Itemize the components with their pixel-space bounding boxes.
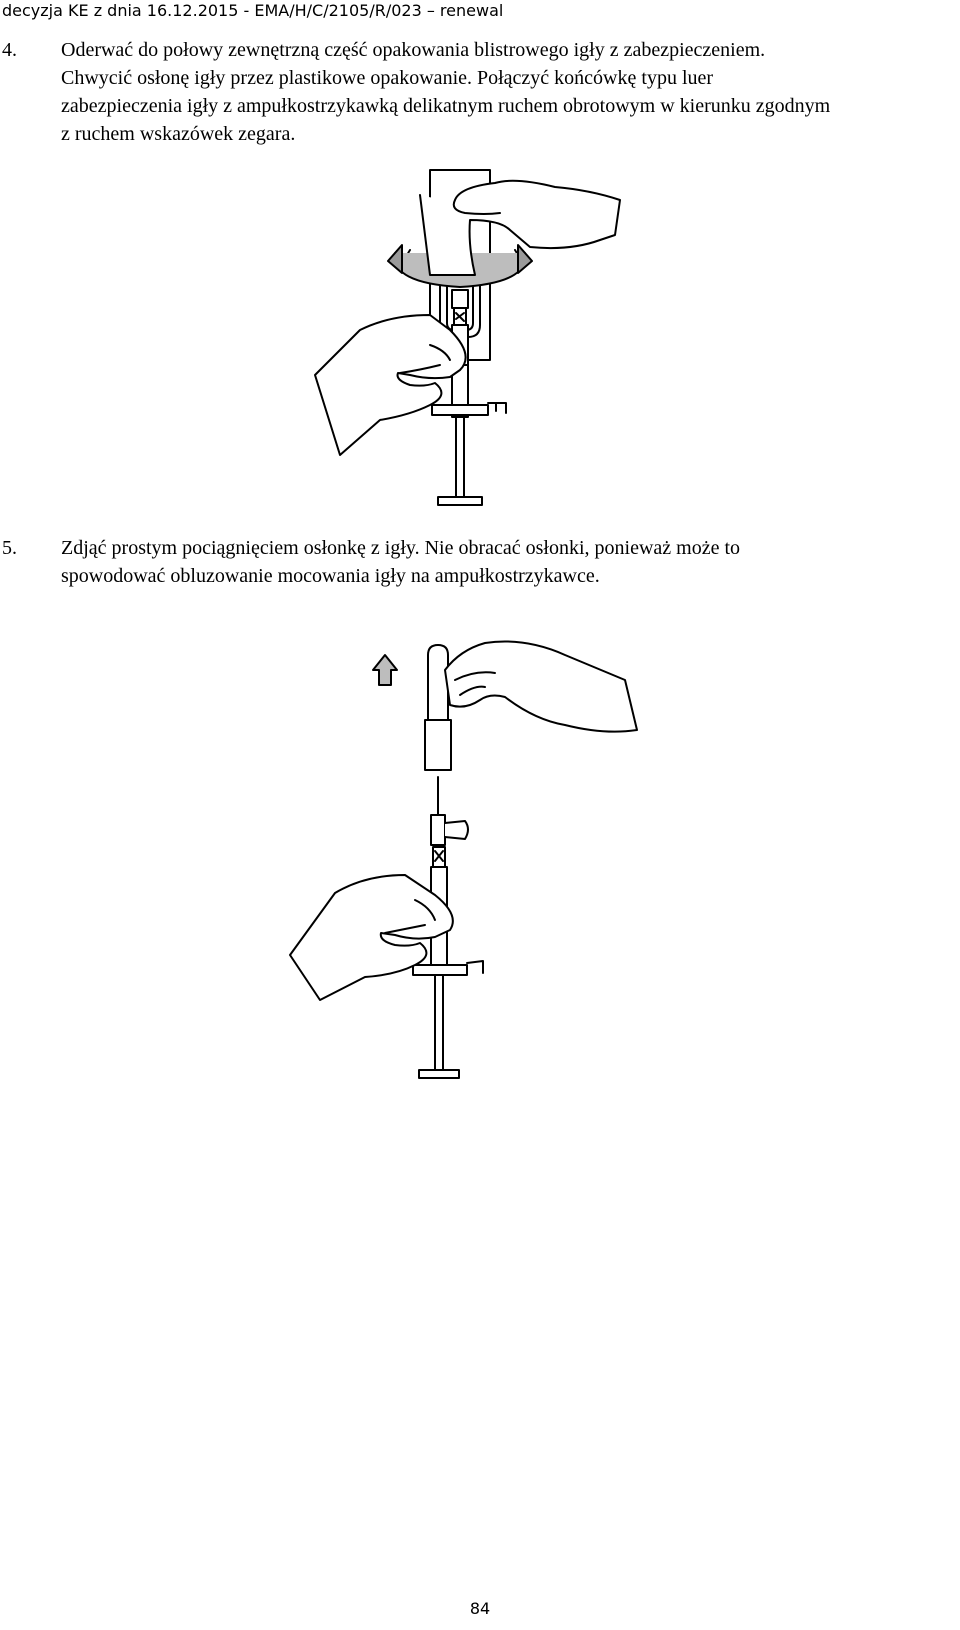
document-header: decyzja KE z dnia 16.12.2015 - EMA/H/C/2105/R/023 – renewal <box>2 1 504 20</box>
page-number: 84 <box>469 1599 491 1618</box>
step-number: 4. <box>2 39 17 61</box>
step-text: Oderwać do połowy zewnętrzną część opakowania blistrowego igły z zabezpieczeniem. Chwycić osłonę igły przez plastikowe opakowanie. Połączyć końcówkę typu luer zabezpieczenia igły z ampułkostrzykawką delikatnym ruchem obrotowym w kierunku zgodnym z ruchem wskazówek zegara. <box>61 39 831 145</box>
step-number: 5. <box>2 537 17 559</box>
step-4 <box>0 36 960 148</box>
syringe-remove-needle-cap-illustration <box>285 625 655 1085</box>
step-text: Zdjąć prostym pociągnięciem osłonkę z igły. Nie obracać osłonki, ponieważ może to spowodować obluzowanie mocowania igły na ampułkostrzykawce. <box>61 537 741 587</box>
syringe-attach-needle-twist-illustration <box>300 165 640 525</box>
step-5 <box>0 534 960 590</box>
